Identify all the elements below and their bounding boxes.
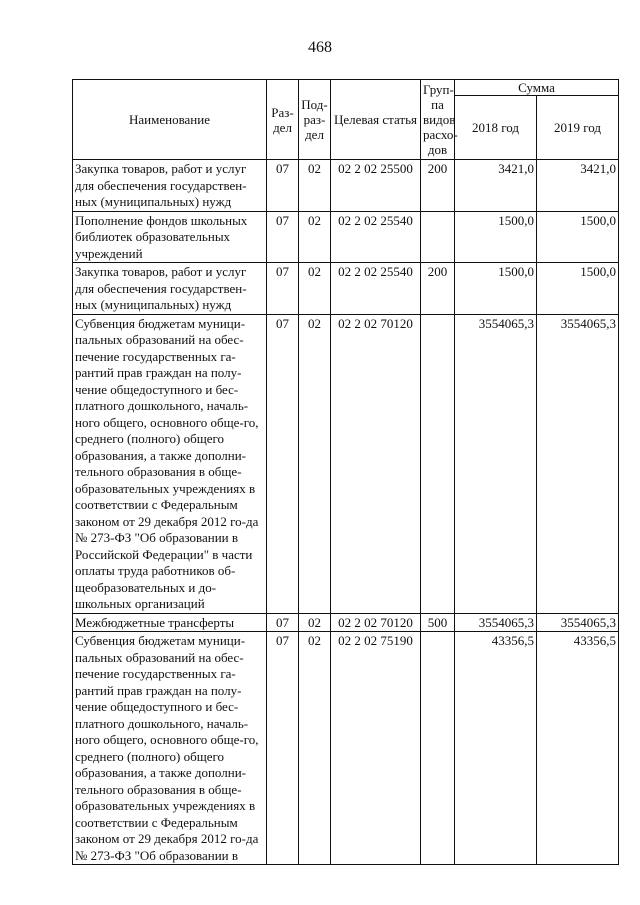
row-target: 02 2 02 70120 xyxy=(331,314,421,613)
header-subsection: Под-раз-дел xyxy=(299,80,331,160)
row-group: 200 xyxy=(421,263,455,315)
table-row xyxy=(73,263,619,315)
row-subsection: 02 xyxy=(299,314,331,613)
row-amount-2018: 1500,0 xyxy=(455,263,537,315)
header-section: Раз-дел xyxy=(267,80,299,160)
row-name: Субвенция бюджетам муници-пальных образований на обес-печение государственных га-рантий прав граждан на полу-чение общедоступного и бес-платного дошкольного, началь-ного общего, основного обще-го, среднего (полного) общего образования, а также дополни-тельного образования в обще-образовательных учреждениях в соответствии с Федеральным законом от 29 декабря 2012 го-да № 273-ФЗ "Об образовании в Российской Федерации" в части оплаты труда работников об-щеобразовательных и до-школьных организаций xyxy=(73,314,267,613)
row-name: Пополнение фондов школьных библиотек образовательных учреждений xyxy=(73,211,267,263)
header-sum: Сумма xyxy=(455,80,619,96)
row-name: Межбюджетные трансферты xyxy=(73,613,267,632)
row-amount-2019: 1500,0 xyxy=(537,211,619,263)
row-section: 07 xyxy=(267,160,299,212)
row-target: 02 2 02 70120 xyxy=(331,613,421,632)
table-row xyxy=(73,632,619,865)
row-amount-2019: 43356,5 xyxy=(537,632,619,865)
row-amount-2018: 43356,5 xyxy=(455,632,537,865)
row-section: 07 xyxy=(267,632,299,865)
row-group xyxy=(421,632,455,865)
row-subsection: 02 xyxy=(299,160,331,212)
row-amount-2018: 3421,0 xyxy=(455,160,537,212)
row-group xyxy=(421,211,455,263)
table-row xyxy=(73,613,619,632)
row-section: 07 xyxy=(267,613,299,632)
row-target: 02 2 02 25500 xyxy=(331,160,421,212)
table-row xyxy=(73,314,619,613)
table-row xyxy=(73,160,619,212)
table-row xyxy=(73,211,619,263)
row-group: 200 xyxy=(421,160,455,212)
table-body xyxy=(73,160,619,865)
header-group: Груп-па видов расхо-дов xyxy=(421,80,455,160)
row-amount-2018: 3554065,3 xyxy=(455,613,537,632)
row-target: 02 2 02 25540 xyxy=(331,211,421,263)
header-year-2018: 2018 год xyxy=(455,96,537,160)
page-number: 468 xyxy=(308,39,332,56)
row-subsection: 02 xyxy=(299,613,331,632)
budget-table xyxy=(72,79,619,865)
row-amount-2019: 3421,0 xyxy=(537,160,619,212)
header-target: Целевая статья xyxy=(331,80,421,160)
row-section: 07 xyxy=(267,314,299,613)
row-name: Субвенция бюджетам муници-пальных образований на обес-печение государственных га-рантий прав граждан на полу-чение общедоступного и бес-платного дошкольного, началь-ного общего, основного обще-го, среднего (полного) общего образования, а также дополни-тельного образования в обще-образовательных учреждениях в соответствии с Федеральным законом от 29 декабря 2012 го-да № 273-ФЗ "Об образовании в xyxy=(73,632,267,865)
row-amount-2019: 3554065,3 xyxy=(537,314,619,613)
row-section: 07 xyxy=(267,211,299,263)
header-name: Наименование xyxy=(73,80,267,160)
row-amount-2018: 3554065,3 xyxy=(455,314,537,613)
row-subsection: 02 xyxy=(299,211,331,263)
row-amount-2018: 1500,0 xyxy=(455,211,537,263)
header-year-2019: 2019 год xyxy=(537,96,619,160)
row-group xyxy=(421,314,455,613)
row-name: Закупка товаров, работ и услуг для обеспечения государствен-ных (муниципальных) нужд xyxy=(73,263,267,315)
row-amount-2019: 1500,0 xyxy=(537,263,619,315)
row-subsection: 02 xyxy=(299,263,331,315)
row-section: 07 xyxy=(267,263,299,315)
row-subsection: 02 xyxy=(299,632,331,865)
row-name: Закупка товаров, работ и услуг для обеспечения государствен-ных (муниципальных) нужд xyxy=(73,160,267,212)
row-amount-2019: 3554065,3 xyxy=(537,613,619,632)
row-target: 02 2 02 75190 xyxy=(331,632,421,865)
row-target: 02 2 02 25540 xyxy=(331,263,421,315)
row-group: 500 xyxy=(421,613,455,632)
